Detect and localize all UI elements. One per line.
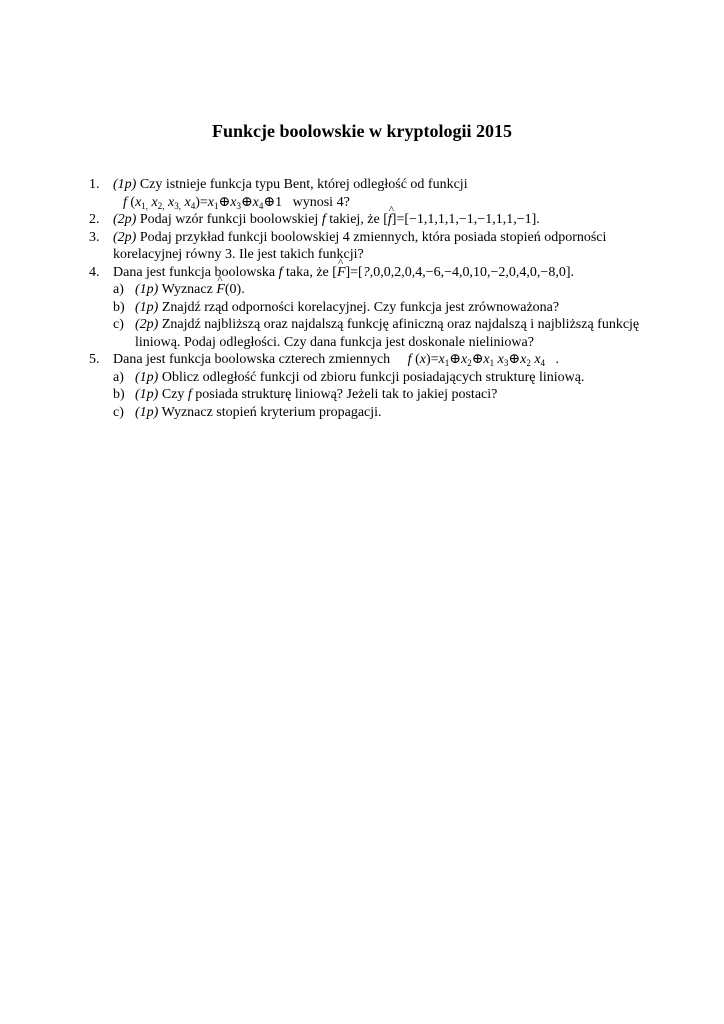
subproblem-letter: a) <box>113 282 124 297</box>
subproblem-letter: a) <box>113 369 124 385</box>
problem-5 <box>89 351 649 369</box>
subproblem-text: Czy <box>158 387 188 402</box>
punctuation: . <box>536 212 540 227</box>
problem-list <box>89 176 649 421</box>
problem-number: 4. <box>89 264 100 280</box>
points: (1p) <box>135 387 159 402</box>
problem-5a <box>89 369 649 387</box>
problem-1 <box>89 176 649 211</box>
points: (1p) <box>135 282 159 297</box>
problem-4c <box>89 316 649 351</box>
function-symbol: f <box>278 264 283 280</box>
points: (2p) <box>113 229 137 245</box>
subproblem-text: Wyznacz <box>158 282 217 297</box>
problem-2 <box>89 211 649 229</box>
points: (1p) <box>135 299 159 315</box>
subproblem-letter: c) <box>113 404 124 420</box>
points: (1p) <box>135 404 159 420</box>
document-title: Funkcje boolowskie w kryptologii 2015 <box>211 121 513 141</box>
problem-text: taka, że <box>282 264 333 280</box>
punctuation: . <box>570 264 574 280</box>
formula: [^ f]=[−1,1,1,1,−1,−1,1,1,−1] <box>383 212 536 227</box>
subproblem-letter: c) <box>113 317 124 332</box>
subproblem-text: Wyznacz stopień kryterium propagacji. <box>158 404 382 420</box>
problem-4a <box>89 281 649 299</box>
problem-text: Podaj wzór funkcji boolowskiej <box>136 212 322 227</box>
problem-number: 2. <box>89 212 100 227</box>
punctuation: . <box>555 352 560 367</box>
subproblem-text: Oblicz odległość funkcji od zbioru funkcji posiadających strukturę liniową. <box>158 369 585 385</box>
problem-text: Dana jest funkcja boolowska czterech zmiennych <box>113 352 391 367</box>
points: (1p) <box>135 369 159 385</box>
formula: f $(x)=x_1\oplus x_2\oplus x_1$ $x_3\oplus x_2$ $x_4$ <box>407 352 546 368</box>
formula: [^ F]=[?,0,0,2,0,4,−6,−4,0,10,−2,0,4,0,−8,0] <box>332 265 570 280</box>
problem-4b <box>89 299 649 317</box>
points: (2p) <box>113 212 137 227</box>
problem-number: 1. <box>89 177 100 192</box>
punctuation: . <box>241 282 245 297</box>
problem-text: Czy istnieje funkcja typu Bent, której odległość od funkcji <box>136 177 468 192</box>
problem-number: 3. <box>89 229 100 245</box>
subproblem-text: Znajdź rząd odporności korelacyjnej. Czy funkcja jest zrównoważona? <box>158 299 560 315</box>
formula: f ($x_{1,}$ $x_{2,}$ $x_{3,}$ $x_4)=x_1\oplus x_3\oplus x_4\oplus 1$ <box>123 194 283 211</box>
points: (1p) <box>113 177 137 192</box>
problem-3 <box>89 229 649 264</box>
subproblem-text: posiada strukturę liniową? Jeżeli tak to jakiej postaci? <box>191 387 498 402</box>
function-symbol: f <box>187 387 192 402</box>
problem-text-end: wynosi 4? <box>292 194 350 210</box>
subproblem-letter: b) <box>113 387 125 402</box>
formula: ^ F(0) <box>216 282 241 297</box>
function-symbol: f <box>321 212 326 227</box>
problem-5c <box>89 404 649 422</box>
points: (2p) <box>135 317 159 332</box>
problem-number: 5. <box>89 352 100 367</box>
problem-5b <box>89 386 649 404</box>
problem-text: Podaj przykład funkcji boolowskiej 4 zmiennych, która posiada stopień odporności korelacyjnej równy 3. Ile jest takich funkcji? <box>113 229 607 262</box>
subproblem-letter: b) <box>113 299 125 315</box>
problem-4 <box>89 264 649 282</box>
problem-text: Dana jest funkcja boolowska <box>113 264 279 280</box>
subproblem-text: Znajdź najbliższą oraz najdalszą funkcję afiniczną oraz najdalszą i najbliższą funkcję liniową. Podaj odległości. Czy dana funkcja jest doskonale nieliniowa? <box>135 317 640 350</box>
problem-text: takiej, że <box>325 212 384 227</box>
